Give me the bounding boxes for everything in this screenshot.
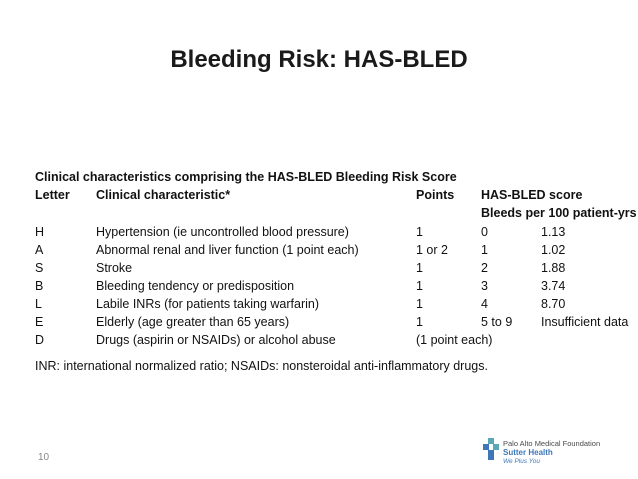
row-bleeds: 1.02: [541, 243, 566, 257]
row-points: 1: [416, 261, 423, 275]
row-letter: L: [35, 297, 42, 311]
table-header-row: [0, 188, 638, 204]
row-characteristic: Labile INRs (for patients taking warfarin): [96, 297, 320, 311]
row-letter: A: [35, 243, 44, 257]
row-points: 1: [416, 279, 423, 293]
table-row: [0, 297, 638, 313]
table-header-row-2: [0, 206, 638, 222]
table-row: [0, 261, 638, 277]
row-score: 2: [481, 261, 488, 275]
row-characteristic: Bleeding tendency or predisposition: [96, 279, 295, 293]
logo-name: Sutter Health: [503, 448, 553, 457]
header-bleeds: Bleeds per 100 patient-yrs: [481, 206, 637, 220]
row-points: 1: [416, 297, 423, 311]
row-characteristic: Hypertension (ie uncontrolled blood pressure): [96, 225, 349, 239]
row-letter: E: [35, 315, 44, 329]
row-score: 5 to 9: [481, 315, 513, 329]
table-row: [0, 243, 638, 259]
logo-tagline: We Plus You: [503, 458, 540, 465]
row-points: 1: [416, 315, 423, 329]
row-letter: H: [35, 225, 45, 239]
row-score: 3: [481, 279, 488, 293]
row-letter: S: [35, 261, 44, 275]
row-characteristic: Stroke: [96, 261, 133, 275]
row-letter: B: [35, 279, 44, 293]
header-letter: Letter: [35, 188, 70, 202]
row-bleeds: 3.74: [541, 279, 566, 293]
sutter-health-logo: [483, 436, 633, 472]
row-bleeds: 1.88: [541, 261, 566, 275]
table-row: [0, 225, 638, 241]
table-row: [0, 333, 638, 349]
row-points: 1 or 2: [416, 243, 448, 257]
row-points: (1 point each): [416, 333, 493, 347]
row-characteristic: Abnormal renal and liver function (1 point each): [96, 243, 359, 257]
row-bleeds: Insufficient data: [541, 315, 629, 329]
row-characteristic: Elderly (age greater than 65 years): [96, 315, 290, 329]
page-number: 10: [38, 452, 50, 463]
table-caption: Clinical characteristics comprising the HAS-BLED Bleeding Risk Score: [35, 170, 457, 184]
header-score: HAS-BLED score: [481, 188, 583, 202]
row-bleeds: 8.70: [541, 297, 566, 311]
table-row: [0, 315, 638, 331]
row-bleeds: 1.13: [541, 225, 566, 239]
row-characteristic: Drugs (aspirin or NSAIDs) or alcohol abuse: [96, 333, 336, 347]
header-points: Points: [416, 188, 455, 202]
table-footnote: INR: international normalized ratio; NSAIDs: nonsteroidal anti-inflammatory drugs.: [35, 359, 488, 373]
row-score: 0: [481, 225, 488, 239]
header-characteristic: Clinical characteristic*: [96, 188, 231, 202]
row-score: 1: [481, 243, 488, 257]
table-row: [0, 279, 638, 295]
slide-title: Bleeding Risk: HAS-BLED: [170, 46, 468, 73]
cross-icon: [483, 438, 499, 460]
row-points: 1: [416, 225, 423, 239]
row-score: 4: [481, 297, 488, 311]
row-letter: D: [35, 333, 45, 347]
logo-organization: Palo Alto Medical Foundation: [503, 439, 601, 448]
